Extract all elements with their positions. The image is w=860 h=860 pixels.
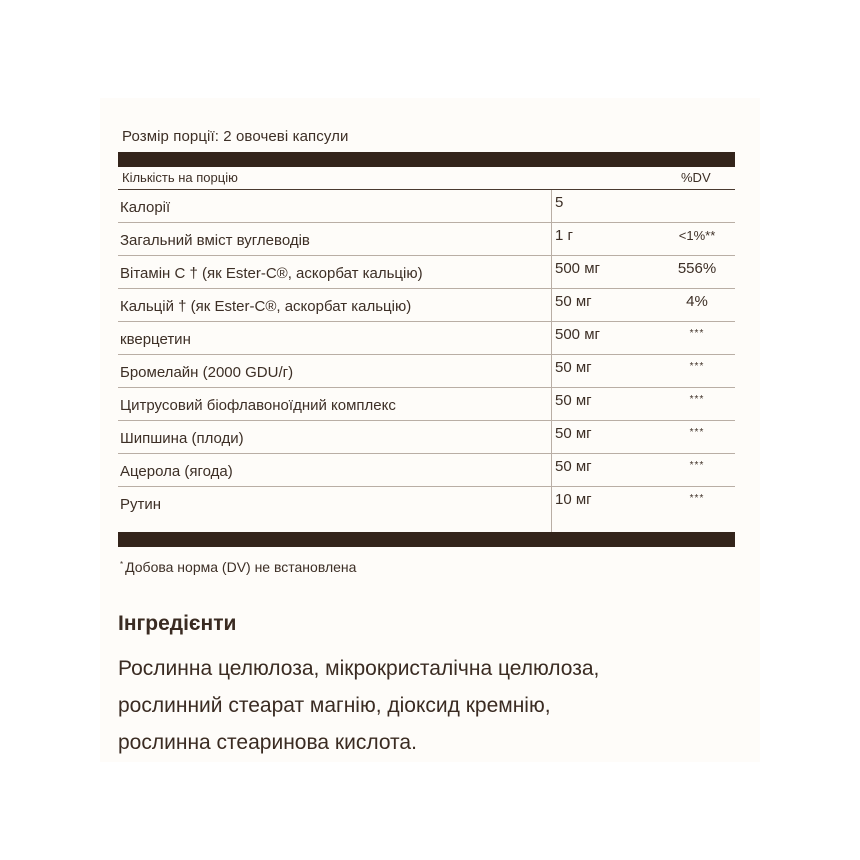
- nutrient-name: Загальний вміст вуглеводів: [120, 232, 310, 249]
- nutrient-dv: ***: [689, 361, 705, 372]
- ingredients-text: [118, 650, 758, 761]
- nutrient-dv: ***: [689, 493, 705, 504]
- amount-per-serving-label: Кількість на порцію: [122, 170, 238, 185]
- table-row: [118, 454, 735, 487]
- nutrient-amount: 50 мг: [555, 458, 592, 475]
- nutrient-dv: 4%: [686, 293, 708, 310]
- footnote-text: Добова норма (DV) не встановлена: [125, 559, 357, 575]
- bottom-thick-rule: [118, 532, 735, 547]
- nutrient-amount: 50 мг: [555, 359, 592, 376]
- nutrient-amount: 50 мг: [555, 293, 592, 310]
- ingredients-line: рослинний стеарат магнію, діоксид кремнію,: [118, 694, 551, 717]
- table-subheader: [118, 167, 735, 190]
- nutrient-amount: 1 г: [555, 227, 573, 244]
- top-thick-rule: [118, 152, 735, 167]
- nutrient-amount: 5: [555, 194, 564, 211]
- nutrient-name: кверцетин: [120, 331, 191, 348]
- supplement-facts-panel: [100, 98, 760, 762]
- table-row: [118, 322, 735, 355]
- nutrient-dv: ***: [689, 460, 705, 471]
- nutrient-dv: 556%: [677, 260, 717, 277]
- nutrient-amount: 50 мг: [555, 425, 592, 442]
- nutrient-dv: ***: [689, 427, 705, 438]
- nutrient-name: Шипшина (плоди): [120, 430, 244, 447]
- nutrient-table: [118, 190, 735, 519]
- nutrient-name: Калорії: [120, 199, 171, 216]
- table-row: [118, 223, 735, 256]
- nutrient-amount: 500 мг: [555, 260, 600, 277]
- table-row: [118, 487, 735, 519]
- serving-size: Розмір порції: 2 овочеві капсули: [122, 128, 349, 145]
- footnote: [120, 559, 356, 575]
- table-row: [118, 190, 735, 223]
- footnote-marker: *: [120, 560, 124, 569]
- table-row: [118, 421, 735, 454]
- nutrient-dv: ***: [689, 328, 705, 339]
- nutrient-name: Рутин: [120, 496, 162, 513]
- table-row: [118, 256, 735, 289]
- table-row: [118, 355, 735, 388]
- nutrient-name: Ацерола (ягода): [120, 463, 233, 480]
- nutrient-name: Вітамін С † (як Ester-C®, аскорбат кальцію): [120, 265, 423, 282]
- nutrient-dv: ***: [689, 394, 705, 405]
- nutrient-amount: 50 мг: [555, 392, 592, 409]
- nutrient-amount: 500 мг: [555, 326, 600, 343]
- ingredients-title: Інгредієнти: [118, 612, 237, 635]
- ingredients-line: рослинна стеаринова кислота.: [118, 731, 417, 754]
- dv-column-label: %DV: [681, 170, 711, 185]
- ingredients-line: Рослинна целюлоза, мікрокристалічна целюлоза,: [118, 657, 600, 680]
- nutrient-name: Цитрусовий біофлавоноїдний комплекс: [120, 397, 396, 414]
- table-row: [118, 289, 735, 322]
- nutrient-name: Бромелайн (2000 GDU/г): [120, 364, 294, 381]
- nutrient-amount: 10 мг: [555, 491, 592, 508]
- nutrient-name: Кальцій † (як Ester-C®, аскорбат кальцію): [120, 298, 412, 315]
- table-row: [118, 388, 735, 421]
- nutrient-dv: <1%**: [678, 228, 716, 243]
